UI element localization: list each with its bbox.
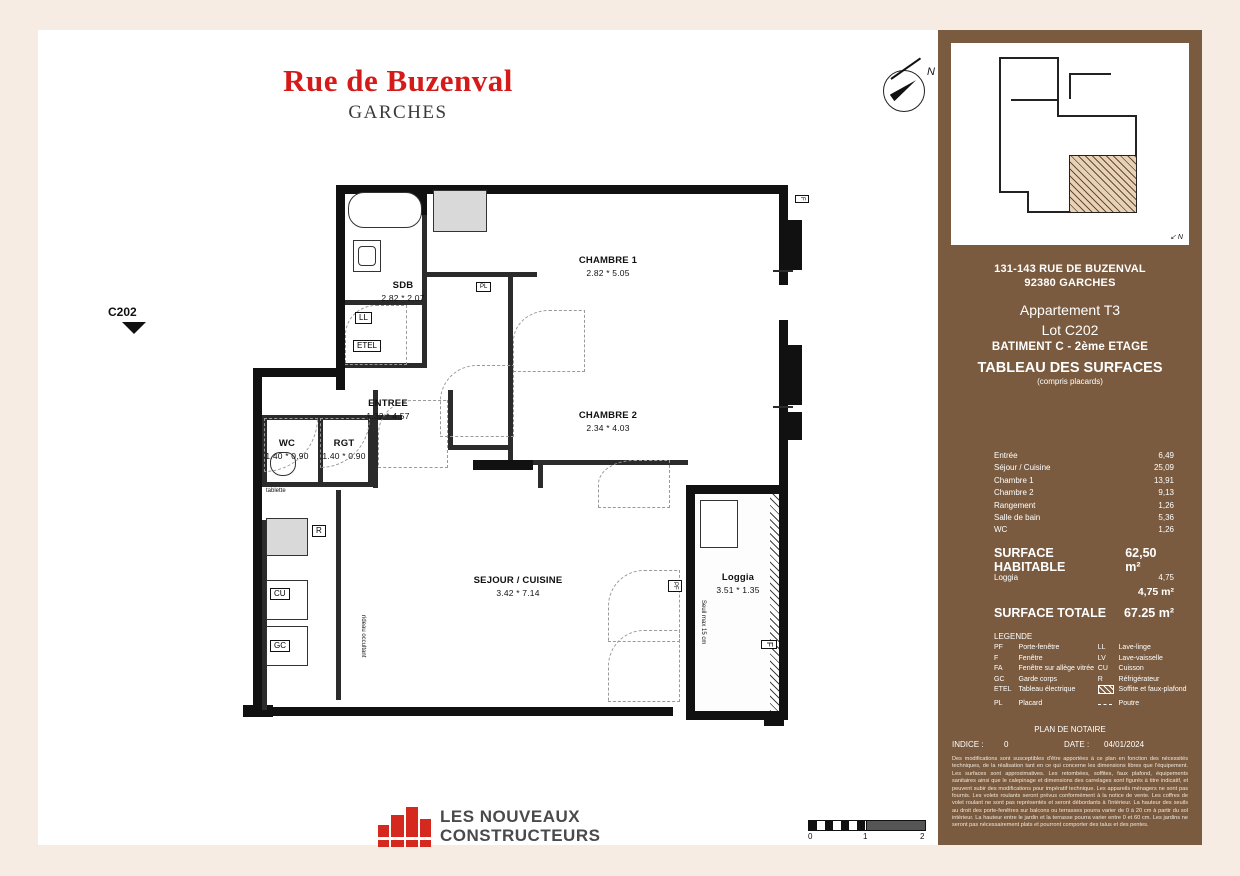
scale-tick-2: 2 [920, 832, 925, 841]
compass-icon [883, 66, 939, 116]
loggia-total: 4,75 m² [1137, 586, 1174, 598]
key-plan-north-icon: ↙ N [1170, 234, 1183, 241]
building-key-plan [951, 43, 1189, 245]
tag-ETEL: ETEL [353, 340, 381, 352]
tag-GC: F [761, 640, 777, 649]
scale-tick-1: 1 [863, 832, 868, 841]
tag-LL: LL [355, 312, 372, 324]
scale-bar [808, 820, 928, 850]
disclaimer-text: Des modifications sont susceptibles d'être apportées à ce plan en fonction des nécessités techniques, de la réalisation tant en ce qui concerne les dimensions libres que l'équipement. Les surfaces sont approximatives. Les retombées, soffites, faux plafond, équipements sanitaires ainsi que le calepinage et dimensions des carrelages sont figurés à titre indicatif, et peuvent subir des modifications pour impératif technique. Les appareils ménagers ne sont pas fournis. Les volets roulants seront prévus conformément à la notice de vente. Les coffres de volet roulant ne sont pas représentés et seront débordants à l'intérieur. La hauteur des seuils au droit des porte-fenêtres sur balcons ou terrasses pourra varier de 0 à 20 cm à partir du sol intérieur. La hauteur entre le jardin et la terrasse pourra varier entre 0 et 60 cm. Les jardins ne seront pas nécessairement plats et pourront comporter des talus et des pentes. [952, 756, 1188, 829]
legend: PF Porte-fenêtre LL Lave-linge F Fenêtre LV Lave-vaisselle FA Fenêtre sur allège vitrée CU Cuisson GC Garde corps R Réfrigérateur ETEL Tableau électrique Soffite et faux-plafond PL Placard Poutre [994, 643, 1194, 709]
poutre-line-icon [1098, 699, 1119, 710]
loggia-row: Loggia 4,75 [994, 573, 1174, 582]
tag-R: R [312, 525, 326, 537]
tag-LV: CU [270, 588, 290, 600]
panel-apartment: Appartement T3 Lot C202 [1019, 302, 1121, 339]
soffite-hatch-icon [1098, 685, 1119, 699]
surface-table [994, 450, 1174, 537]
room-label-rgt: RGT 1.40 * 0.90 [322, 438, 366, 461]
tag-PF: PF [668, 580, 682, 592]
unit-tag: C202 [108, 305, 137, 319]
plan-sheet [38, 30, 1202, 845]
scale-tick-0: 0 [808, 832, 813, 841]
company-logo [378, 805, 658, 851]
page-subtitle: GARCHES [348, 102, 448, 123]
surface-habitable-row: SURFACE HABITABLE 62,50 m² [994, 546, 1157, 574]
room-label-chambre1: CHAMBRE 1 2.82 * 5.05 [578, 255, 638, 278]
table-row: Salle de bain 5,36 [994, 512, 1174, 522]
room-label-sdb: SDB 2.82 * 2.07 [381, 280, 425, 303]
room-label-entree: ENTREE 1.32 * 4.57 [366, 398, 410, 421]
info-panel [938, 30, 1202, 845]
plan-note-seuil: Seuil max 15 cm [700, 600, 706, 645]
surface-totale-row: SURFACE TOTALE 67.25 m² [994, 606, 1174, 620]
floorplan-drawing [208, 160, 828, 750]
panel-building: BATIMENT C - 2ème ETAGE [991, 341, 1149, 353]
room-label-sejour-cuisine: SEJOUR / CUISINE 3.42 * 7.14 [473, 575, 563, 598]
compass-north-label: N [927, 66, 935, 78]
plan-note-tablette: tablette [266, 488, 286, 494]
unit-tag-pointer [122, 322, 146, 334]
table-row: Rangement 1,26 [994, 500, 1174, 510]
panel-table-subtitle: (compris placards) [1037, 377, 1103, 386]
room-label-loggia: Loggia 3.51 * 1.35 [716, 572, 760, 595]
tag-PL: PL [476, 282, 491, 292]
floorplan-area [38, 30, 938, 845]
bathtub-fixture [348, 192, 422, 228]
logo-mark-icon [378, 807, 432, 847]
panel-address: 131-143 RUE DE BUZENVAL 92380 GARCHES [994, 263, 1146, 290]
tag-F-1: F [795, 195, 809, 203]
page-title: Rue de Buzenval [283, 63, 513, 98]
legend-title: LEGENDE [994, 632, 1033, 641]
loggia-unit-box [700, 500, 738, 548]
panel-table-title: TABLEAU DES SURFACES [977, 360, 1163, 376]
dishwasher-box [266, 580, 308, 620]
table-row: Chambre 1 13,91 [994, 475, 1174, 485]
logo-line2: CONSTRUCTEURS [440, 826, 601, 845]
washing-machine-box [433, 190, 487, 232]
plan-type-label: PLAN DE NOTAIRE [1034, 725, 1106, 734]
logo-line1: LES NOUVEAUX [440, 807, 581, 826]
table-row: WC 1,26 [994, 525, 1174, 535]
room-label-wc: WC 1.40 * 0.90 [265, 438, 309, 461]
tag-CU: GC [270, 640, 290, 652]
plan-note-rideau: rideau occultant [360, 615, 366, 658]
indice-row: INDICE : 0 DATE : 04/01/2024 [952, 740, 1145, 749]
table-row: Chambre 2 9,13 [994, 488, 1174, 498]
loggia-rail-hatch [770, 494, 779, 711]
fridge-box [266, 518, 308, 556]
table-row: Séjour / Cuisine 25,09 [994, 463, 1174, 473]
table-row: Entrée 6,49 [994, 451, 1174, 460]
room-label-chambre2: CHAMBRE 2 2.34 * 4.03 [578, 410, 638, 433]
